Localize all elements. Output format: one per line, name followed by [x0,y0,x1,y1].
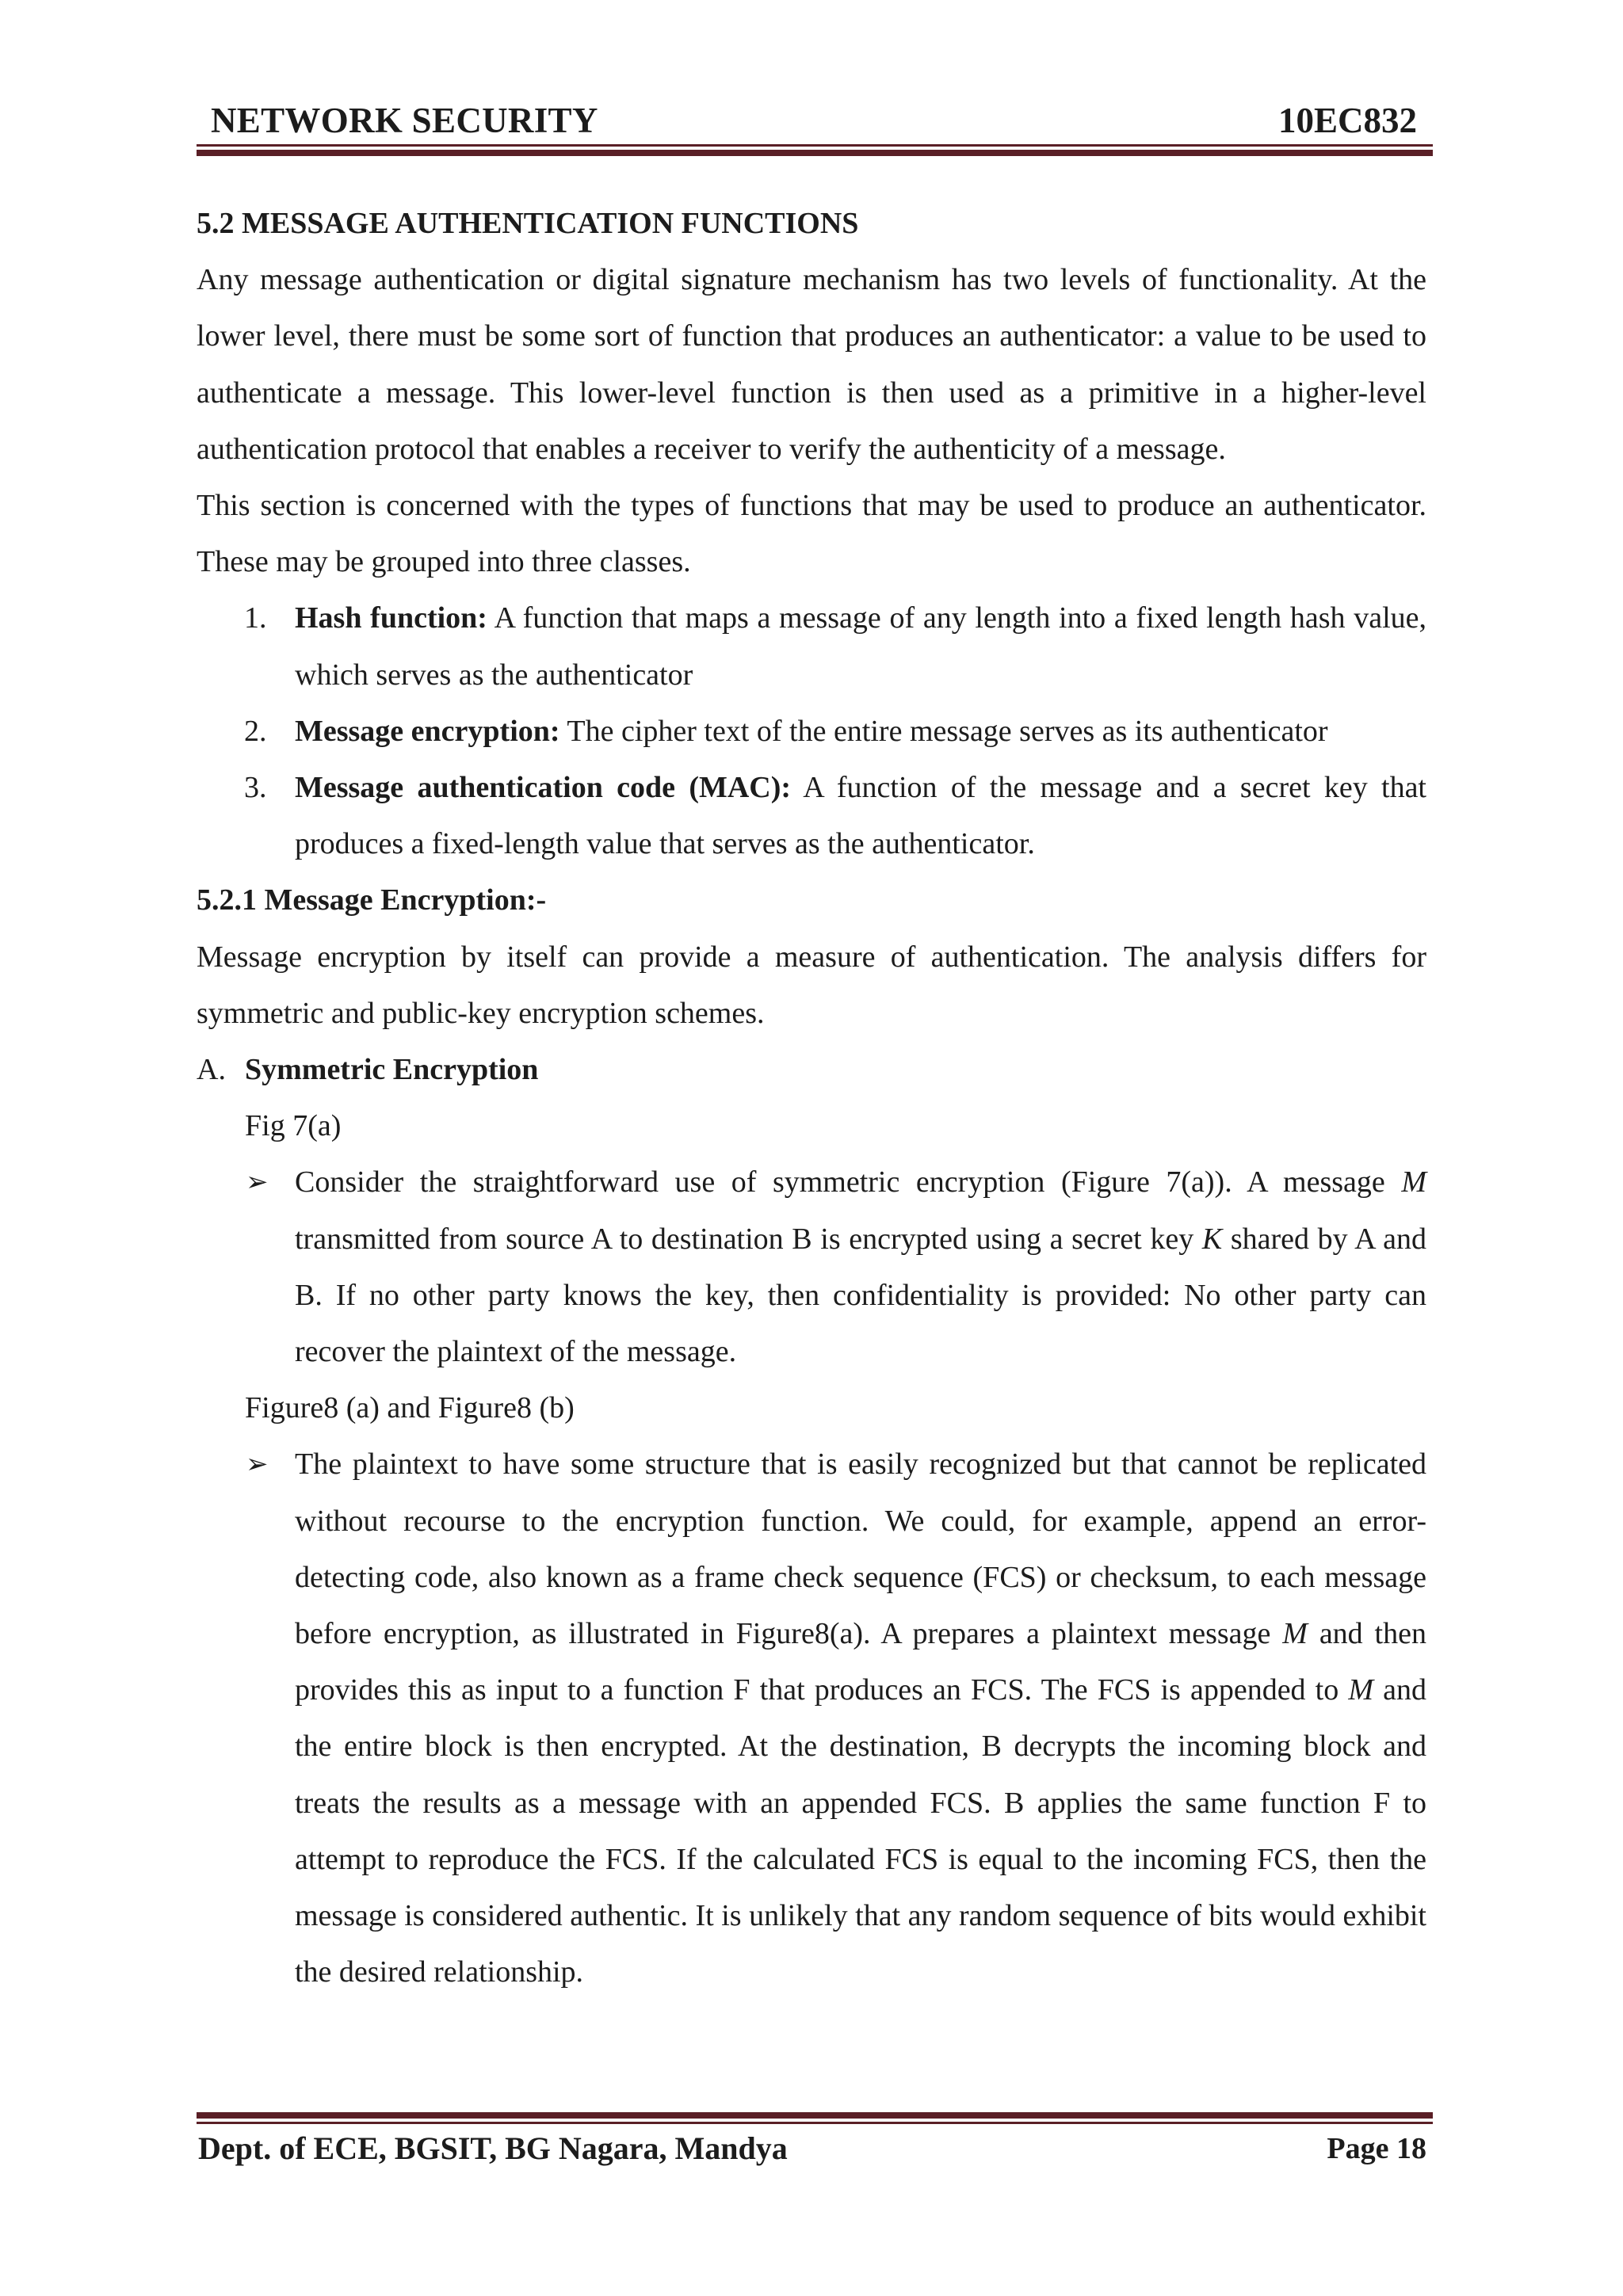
sub-title: Symmetric Encryption [245,1053,539,1087]
page-number: Page 18 [1327,2132,1426,2165]
list-text: A function that maps a message of any length into a fixed length hash value, which serves as the authenticator [295,601,1426,692]
course-title: NETWORK SECURITY [211,101,598,140]
bullet-text: shared by A and B. If no other party knows the key, then confidentiality is provided: No other party can recover the plaintext of the message. [295,1222,1426,1369]
sub-letter: A. [197,1053,226,1087]
subsection-paragraph: Message encryption by itself can provide a measure of authentication. The analysis differs for symmetric and public-key encryption schemes. [197,940,1426,1030]
list-number: 1. [244,601,267,635]
list-item [197,590,1426,703]
list-text: The cipher text of the entire message serves as its authenticator [559,714,1328,748]
list-item [197,760,1426,872]
page-header [208,93,1433,149]
bullet-text: and then provides this as input to a function F that produces an FCS. The FCS is appended to [295,1617,1426,1707]
list-term: Hash function: [295,601,487,635]
header-rule-thin [197,144,1433,147]
course-code: 10EC832 [1277,101,1417,140]
list-number: 3. [244,771,267,805]
list-term: Message authentication code (MAC): [295,771,792,805]
list-item [197,704,1426,760]
variable-m: M [1348,1673,1374,1707]
bullet-text: Consider the straightforward use of symmetric encryption (Figure 7(a)). A message [295,1165,1402,1199]
subsection-heading: 5.2.1 Message Encryption:- [197,883,547,917]
symmetric-encryption-heading [197,1042,1426,1098]
arrow-bullet-icon: ➢ [246,1450,269,1480]
footer-rule-thin [197,2122,1433,2124]
bullet-item [197,1154,1426,1380]
list-number: 2. [244,714,267,748]
section-paragraph-2: This section is concerned with the types of functions that may be used to produce an authenticator. These may be grouped into three classes. [197,489,1426,579]
list-text: A function of the message and a secret key that produces a fixed-length value that serves as the authenticator. [295,771,1426,861]
arrow-bullet-icon: ➢ [246,1168,269,1198]
variable-m: M [1401,1165,1426,1199]
bullet-item [197,1436,1426,2000]
variable-m: M [1282,1617,1308,1651]
list-term: Message encryption: [295,714,560,748]
section-paragraph-1: Any message authentication or digital signature mechanism has two levels of functionality. At the lower level, there must be some sort of function that produces an authenticator: a value to be used to authenticate a message. This lower-level function is then used as a primitive in a higher-level authentication protocol that enables a receiver to verify the authenticity of a message. [197,263,1426,466]
bullet-text: The plaintext to have some structure that is easily recognized but that cannot be replicated without recourse to the encryption function. We could, for example, append an error-detecting code, also known as a frame check sequence (FCS) or checksum, to each message before encryption, as illustrated in Figure8(a). A prepares a plaintext message [295,1447,1426,1651]
page-content [197,196,1426,2001]
footer-rule-thick [197,2112,1433,2119]
variable-k: K [1201,1222,1223,1256]
footer-department: Dept. of ECE, BGSIT, BG Nagara, Mandya [198,2130,788,2166]
section-heading: 5.2 MESSAGE AUTHENTICATION FUNCTIONS [197,207,859,240]
authenticator-classes-list [197,590,1426,872]
figure-reference-1: Fig 7(a) [245,1109,342,1143]
bullet-text: and the entire block is then encrypted. At the destination, B decrypts the incoming block and treats the results as a message with an appended FCS. B applies the same function F to attempt to reproduce the FCS. If the calculated FCS is equal to the incoming FCS, then the message is considered authentic. It is unlikely that any random sequence of bits would exhibit the desired relationship. [295,1673,1426,1989]
header-rule-thick [197,150,1433,156]
figure-reference-2: Figure8 (a) and Figure8 (b) [245,1391,575,1425]
bullet-text: transmitted from source A to destination B is encrypted using a secret key [295,1222,1202,1256]
